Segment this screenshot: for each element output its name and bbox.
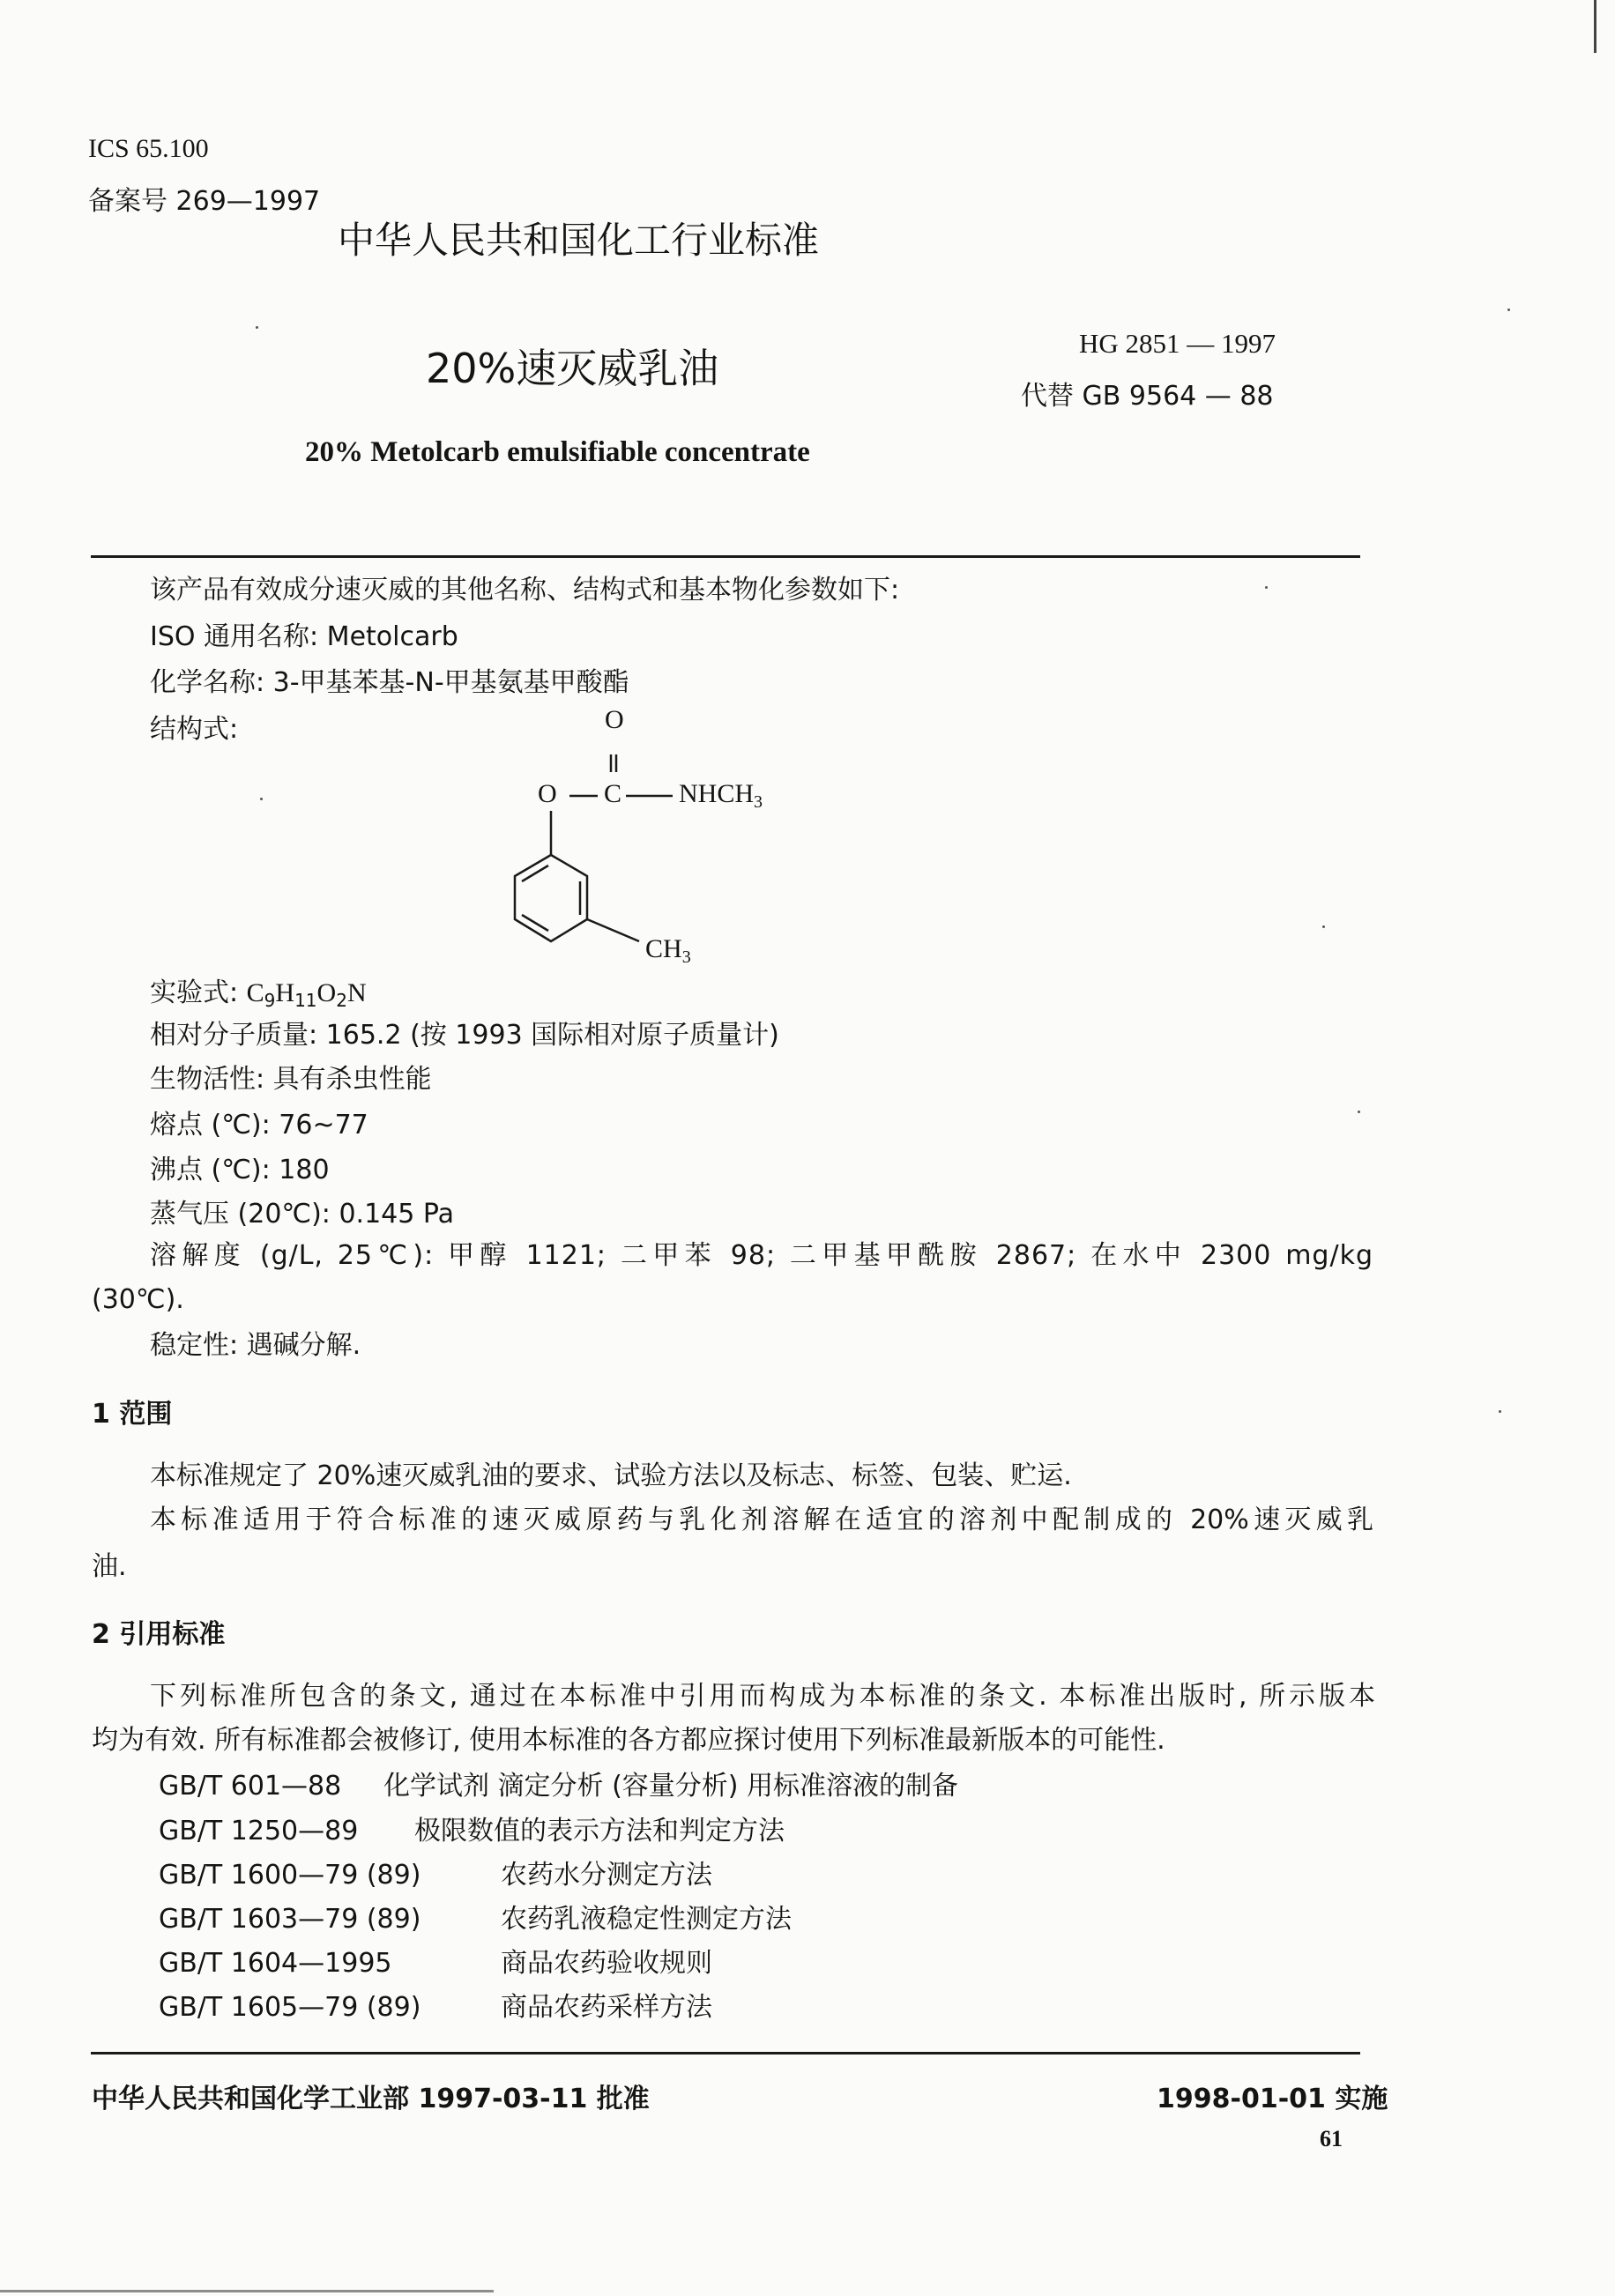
document-title-cn: 20%速灭威乳油 [426, 345, 719, 392]
reference-item: GB/T 1604—1995 商品农药验收规则 [159, 1948, 712, 1979]
molecular-mass: 相对分子质量: 165.2 (按 1993 国际相对原子质量计) [150, 1020, 779, 1051]
scan-speck [1322, 925, 1325, 928]
stability: 稳定性: 遇碱分解. [150, 1330, 361, 1361]
group-nhch3: $NHCH_3$ [679, 779, 763, 812]
reference-item: GB/T 1250—89 极限数值的表示方法和判定方法 [159, 1816, 785, 1846]
structure-label: 结构式: [150, 714, 239, 745]
scan-speck [1507, 308, 1510, 311]
effective-date: 1998-01-01 实施 [1157, 2084, 1388, 2114]
atom-o-top: O [605, 705, 624, 734]
replaces-standard: 代替 GB 9564 — 88 [1021, 381, 1274, 412]
standard-number: HG 2851 — 1997 [1079, 328, 1276, 359]
section-2-heading: 2 引用标准 [92, 1619, 226, 1650]
intro-lead: 该产品有效成分速灭威的其他名称、结构式和基本物化参数如下: [150, 575, 900, 606]
section-2-para-line-2: 均为有效. 所有标准都会被修订, 使用本标准的各方都应探讨使用下列标准最新版本的可能性. [92, 1725, 1165, 1756]
section-1-para-1: 本标准规定了 20%速灭威乳油的要求、试验方法以及标志、标签、包装、贮运. [150, 1460, 1072, 1491]
org-title: 中华人民共和国化工行业标准 [338, 219, 820, 262]
approval-line: 中华人民共和国化学工业部 1997-03-11 批准 [92, 2084, 650, 2114]
page-number: 61 [1320, 2126, 1343, 2151]
solubility-line-1: 溶解度 (g/L, 25℃): 甲醇 1121; 二甲苯 98; 二甲基甲酰胺 2867; 在水中 2300 mg/kg [150, 1240, 1373, 1271]
chemical-name: 化学名称: 3-甲基苯基-N-甲基氨基甲酸酯 [150, 667, 629, 698]
solubility-line-2: (30℃). [92, 1284, 184, 1315]
section-2-para-line-1: 下列标准所包含的条文, 通过在本标准中引用而构成为本标准的条文. 本标准出版时, 所示版本 [150, 1681, 1375, 1712]
scan-speck [260, 798, 263, 800]
scan-speck [1265, 586, 1268, 589]
section-1-para-2-line-1: 本标准适用于符合标准的速灭威原药与乳化剂溶解在适宜的溶剂中配制成的 20%速灭威乳 [150, 1505, 1373, 1535]
scan-edge-mark [1594, 0, 1596, 53]
scan-speck [1358, 1111, 1360, 1113]
section-1-para-2-line-2: 油. [92, 1551, 127, 1582]
iso-name: ISO 通用名称: Metolcarb [150, 621, 458, 652]
document-title-en: 20% Metolcarb emulsifiable concentrate [305, 436, 810, 468]
scan-speck [256, 326, 258, 329]
section-1-heading: 1 范围 [92, 1399, 173, 1430]
atom-c: C [604, 779, 622, 808]
bottom-rule [91, 2052, 1360, 2055]
bio-activity: 生物活性: 具有杀虫性能 [150, 1064, 432, 1095]
empirical-formula: 实验式: $C_9H_{11}O_2N$ [150, 977, 367, 1011]
scan-edge-mark [0, 2290, 494, 2292]
record-number: 备案号 269—1997 [88, 186, 321, 217]
top-rule [91, 555, 1360, 558]
reference-item: GB/T 601—88 化学试剂 滴定分析 (容量分析) 用标准溶液的制备 [159, 1771, 959, 1802]
atom-o-left: O [538, 779, 557, 808]
boiling-point: 沸点 (℃): 180 [150, 1155, 330, 1185]
melting-point: 熔点 (℃): 76~77 [150, 1110, 368, 1141]
reference-item: GB/T 1605—79 (89) 商品农药采样方法 [159, 1992, 712, 2023]
group-ch3: $CH_3$ [645, 934, 691, 967]
reference-item: GB/T 1600—79 (89) 农药水分测定方法 [159, 1860, 712, 1891]
ics-code: ICS 65.100 [88, 134, 209, 163]
reference-item: GB/T 1603—79 (89) 农药乳液稳定性测定方法 [159, 1904, 792, 1935]
vapor-pressure: 蒸气压 (20℃): 0.145 Pa [150, 1199, 454, 1230]
benzene-ring-svg [511, 740, 688, 987]
scan-speck [1499, 1410, 1501, 1413]
